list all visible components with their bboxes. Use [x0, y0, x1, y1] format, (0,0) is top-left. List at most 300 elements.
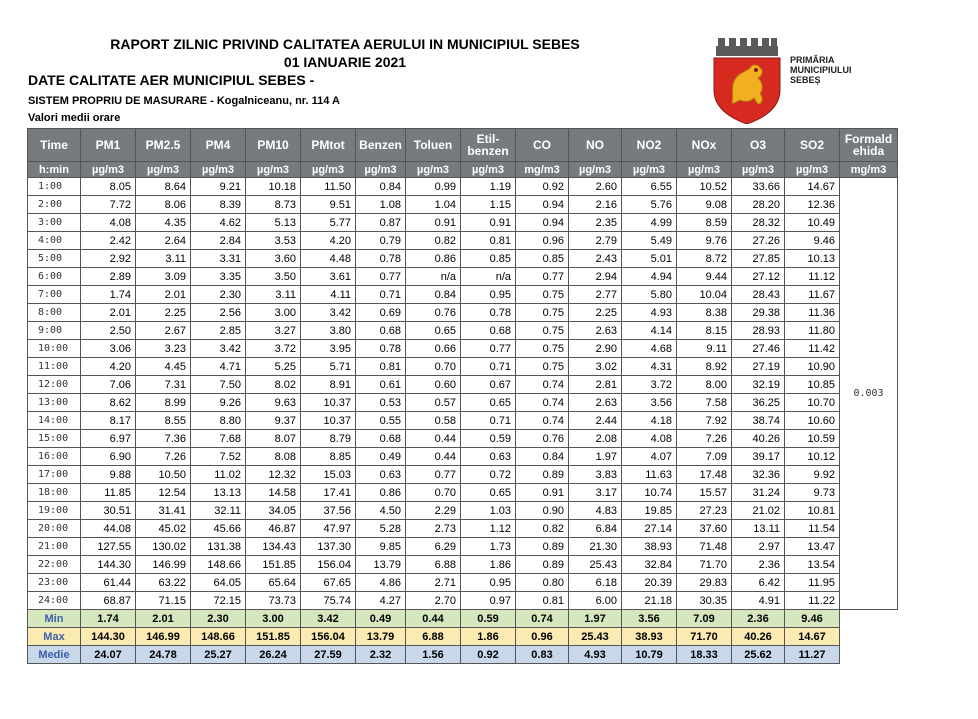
- value-cell: 2.63: [569, 322, 622, 340]
- value-cell: 137.30: [301, 538, 356, 556]
- value-cell: 0.75: [516, 304, 569, 322]
- value-cell: 32.84: [622, 556, 677, 574]
- table-row: [28, 196, 898, 214]
- value-cell: 1.86: [461, 556, 516, 574]
- stat-value: 25.43: [569, 628, 622, 646]
- table-row: [28, 376, 898, 394]
- value-cell: 4.18: [622, 412, 677, 430]
- value-cell: 12.36: [785, 196, 840, 214]
- value-cell: 37.56: [301, 502, 356, 520]
- logo-line-2: MUNICIPIULUI: [790, 65, 852, 75]
- stat-value: 1.56: [406, 646, 461, 664]
- value-cell: 0.71: [461, 358, 516, 376]
- stat-value: 144.30: [81, 628, 136, 646]
- value-cell: 2.97: [732, 538, 785, 556]
- value-cell: 34.05: [246, 502, 301, 520]
- value-cell: 4.91: [732, 592, 785, 610]
- table-row: [28, 520, 898, 538]
- value-cell: 29.83: [677, 574, 732, 592]
- value-cell: 4.71: [191, 358, 246, 376]
- value-cell: 0.59: [461, 430, 516, 448]
- value-cell: 7.06: [81, 376, 136, 394]
- value-cell: 11.22: [785, 592, 840, 610]
- value-cell: 7.36: [136, 430, 191, 448]
- value-cell: 3.02: [569, 358, 622, 376]
- value-cell: 8.02: [246, 376, 301, 394]
- value-cell: 0.82: [406, 232, 461, 250]
- value-cell: 71.15: [136, 592, 191, 610]
- value-cell: 10.60: [785, 412, 840, 430]
- value-cell: 11.42: [785, 340, 840, 358]
- stat-value: 3.56: [622, 610, 677, 628]
- value-cell: 0.61: [356, 376, 406, 394]
- stat-value: 26.24: [246, 646, 301, 664]
- value-cell: 8.80: [191, 412, 246, 430]
- value-cell: 3.50: [246, 268, 301, 286]
- value-cell: 30.51: [81, 502, 136, 520]
- unit-cell: mg/m3: [840, 162, 898, 178]
- value-cell: 28.93: [732, 322, 785, 340]
- value-cell: 10.50: [136, 466, 191, 484]
- stat-value: 0.96: [516, 628, 569, 646]
- value-cell: 2.60: [569, 178, 622, 196]
- column-header: Formald ehida: [840, 129, 898, 162]
- value-cell: 4.86: [356, 574, 406, 592]
- value-cell: 1.73: [461, 538, 516, 556]
- value-cell: 12.32: [246, 466, 301, 484]
- value-cell: 13.13: [191, 484, 246, 502]
- value-cell: 11.36: [785, 304, 840, 322]
- value-cell: 4.08: [622, 430, 677, 448]
- value-cell: 0.94: [516, 196, 569, 214]
- stat-value: 6.88: [406, 628, 461, 646]
- stat-value: 3.00: [246, 610, 301, 628]
- table-row: [28, 340, 898, 358]
- value-cell: 0.65: [461, 484, 516, 502]
- value-cell: 15.03: [301, 466, 356, 484]
- value-cell: 2.25: [136, 304, 191, 322]
- value-cell: 1.74: [81, 286, 136, 304]
- value-cell: 8.00: [677, 376, 732, 394]
- value-cell: 8.07: [246, 430, 301, 448]
- value-cell: 2.36: [732, 556, 785, 574]
- stat-value: 9.46: [785, 610, 840, 628]
- value-cell: 3.27: [246, 322, 301, 340]
- value-cell: 7.68: [191, 430, 246, 448]
- value-cell: 6.97: [81, 430, 136, 448]
- value-cell: 8.17: [81, 412, 136, 430]
- value-cell: 0.85: [516, 250, 569, 268]
- value-cell: 5.25: [246, 358, 301, 376]
- value-cell: 2.30: [191, 286, 246, 304]
- time-cell: 21:00: [28, 538, 81, 556]
- value-cell: 4.83: [569, 502, 622, 520]
- value-cell: 0.70: [406, 358, 461, 376]
- time-cell: 17:00: [28, 466, 81, 484]
- table-row: [28, 538, 898, 556]
- value-cell: 8.73: [246, 196, 301, 214]
- value-cell: 5.01: [622, 250, 677, 268]
- value-cell: 11.50: [301, 178, 356, 196]
- column-header: Etil- benzen: [461, 129, 516, 162]
- unit-cell: µg/m3: [81, 162, 136, 178]
- table-row: [28, 304, 898, 322]
- value-cell: 0.81: [516, 592, 569, 610]
- value-cell: 0.81: [356, 358, 406, 376]
- value-cell: 31.41: [136, 502, 191, 520]
- value-cell: 3.53: [246, 232, 301, 250]
- value-cell: 3.56: [622, 394, 677, 412]
- value-cell: 14.67: [785, 178, 840, 196]
- header-row: [28, 129, 898, 162]
- value-cell: 1.03: [461, 502, 516, 520]
- table-row: [28, 178, 898, 196]
- value-cell: 20.39: [622, 574, 677, 592]
- value-cell: 11.67: [785, 286, 840, 304]
- value-cell: 0.76: [406, 304, 461, 322]
- value-cell: 27.46: [732, 340, 785, 358]
- stat-value: 14.67: [785, 628, 840, 646]
- value-cell: 5.76: [622, 196, 677, 214]
- value-cell: 8.08: [246, 448, 301, 466]
- value-cell: 10.85: [785, 376, 840, 394]
- report-title: RAPORT ZILNIC PRIVIND CALITATEA AERULUI IN MUNICIPIUL SEBES: [110, 36, 580, 52]
- value-cell: 0.75: [516, 322, 569, 340]
- value-cell: 44.08: [81, 520, 136, 538]
- value-cell: 65.64: [246, 574, 301, 592]
- value-cell: 8.06: [136, 196, 191, 214]
- value-cell: 8.05: [81, 178, 136, 196]
- value-cell: 3.72: [246, 340, 301, 358]
- stat-value: 0.44: [406, 610, 461, 628]
- value-cell: 6.90: [81, 448, 136, 466]
- value-cell: 0.70: [406, 484, 461, 502]
- value-cell: 0.85: [461, 250, 516, 268]
- stat-value: 1.97: [569, 610, 622, 628]
- formaldehyde-value: 0.003: [840, 178, 898, 610]
- stat-value: 40.26: [732, 628, 785, 646]
- value-cell: 2.71: [406, 574, 461, 592]
- value-cell: 0.90: [516, 502, 569, 520]
- time-cell: 7:00: [28, 286, 81, 304]
- value-cell: 7.26: [677, 430, 732, 448]
- table-row: [28, 394, 898, 412]
- value-cell: 9.63: [246, 394, 301, 412]
- value-cell: 0.97: [461, 592, 516, 610]
- unit-cell: h:min: [28, 162, 81, 178]
- value-cell: 15.57: [677, 484, 732, 502]
- column-header: NO: [569, 129, 622, 162]
- value-cell: 6.42: [732, 574, 785, 592]
- time-cell: 11:00: [28, 358, 81, 376]
- value-cell: 5.80: [622, 286, 677, 304]
- value-cell: 40.26: [732, 430, 785, 448]
- value-cell: 2.25: [569, 304, 622, 322]
- value-cell: 21.30: [569, 538, 622, 556]
- value-cell: 4.94: [622, 268, 677, 286]
- value-cell: 9.88: [81, 466, 136, 484]
- value-cell: 73.73: [246, 592, 301, 610]
- value-cell: 0.68: [356, 322, 406, 340]
- value-cell: 0.57: [406, 394, 461, 412]
- value-cell: 38.93: [622, 538, 677, 556]
- value-cell: 6.84: [569, 520, 622, 538]
- value-cell: 2.50: [81, 322, 136, 340]
- stat-value: 71.70: [677, 628, 732, 646]
- value-cell: 0.86: [406, 250, 461, 268]
- stat-value: 7.09: [677, 610, 732, 628]
- stat-value: 151.85: [246, 628, 301, 646]
- value-cell: 3.23: [136, 340, 191, 358]
- column-header: PM2.5: [136, 129, 191, 162]
- value-cell: 47.97: [301, 520, 356, 538]
- value-cell: 0.99: [406, 178, 461, 196]
- value-cell: 10.90: [785, 358, 840, 376]
- value-cell: 11.02: [191, 466, 246, 484]
- value-cell: 9.21: [191, 178, 246, 196]
- value-cell: 0.55: [356, 412, 406, 430]
- value-cell: 5.28: [356, 520, 406, 538]
- value-cell: 6.29: [406, 538, 461, 556]
- value-cell: 9.46: [785, 232, 840, 250]
- value-cell: 21.18: [622, 592, 677, 610]
- time-cell: 4:00: [28, 232, 81, 250]
- stat-value: 24.78: [136, 646, 191, 664]
- table-row: [28, 574, 898, 592]
- min-row: [28, 610, 898, 628]
- value-cell: 32.11: [191, 502, 246, 520]
- value-cell: 27.85: [732, 250, 785, 268]
- value-cell: 13.47: [785, 538, 840, 556]
- stat-value: 0.92: [461, 646, 516, 664]
- value-cell: 1.12: [461, 520, 516, 538]
- value-cell: 2.79: [569, 232, 622, 250]
- value-cell: 4.68: [622, 340, 677, 358]
- value-cell: 4.45: [136, 358, 191, 376]
- value-cell: 4.99: [622, 214, 677, 232]
- stat-value: 1.86: [461, 628, 516, 646]
- value-cell: 9.73: [785, 484, 840, 502]
- value-cell: 0.75: [516, 286, 569, 304]
- value-cell: 67.65: [301, 574, 356, 592]
- table-row: [28, 556, 898, 574]
- table-row: [28, 466, 898, 484]
- value-cell: 2.67: [136, 322, 191, 340]
- value-cell: 9.26: [191, 394, 246, 412]
- value-cell: 63.22: [136, 574, 191, 592]
- value-cell: 0.75: [516, 340, 569, 358]
- time-cell: 19:00: [28, 502, 81, 520]
- value-cell: 156.04: [301, 556, 356, 574]
- stat-value: 2.01: [136, 610, 191, 628]
- report-subtitle: DATE CALITATE AER MUNICIPIUL SEBES -: [28, 72, 315, 88]
- value-cell: 134.43: [246, 538, 301, 556]
- value-cell: 6.55: [622, 178, 677, 196]
- column-header: SO2: [785, 129, 840, 162]
- value-cell: 27.19: [732, 358, 785, 376]
- value-cell: 8.64: [136, 178, 191, 196]
- value-cell: 0.95: [461, 574, 516, 592]
- column-header: Toluen: [406, 129, 461, 162]
- column-header: NOx: [677, 129, 732, 162]
- stat-value: 0.49: [356, 610, 406, 628]
- table-row: [28, 430, 898, 448]
- unit-cell: µg/m3: [461, 162, 516, 178]
- value-cell: 4.14: [622, 322, 677, 340]
- value-cell: 8.85: [301, 448, 356, 466]
- value-cell: 0.91: [461, 214, 516, 232]
- table-row: [28, 250, 898, 268]
- value-cell: 9.92: [785, 466, 840, 484]
- value-cell: 0.67: [461, 376, 516, 394]
- coat-of-arms-icon: [710, 38, 784, 124]
- value-cell: 46.87: [246, 520, 301, 538]
- value-cell: 1.19: [461, 178, 516, 196]
- value-cell: 1.97: [569, 448, 622, 466]
- stat-label: Min: [28, 610, 81, 628]
- value-cell: 8.15: [677, 322, 732, 340]
- value-cell: 8.38: [677, 304, 732, 322]
- table-row: [28, 412, 898, 430]
- value-cell: 2.01: [81, 304, 136, 322]
- value-cell: 4.20: [301, 232, 356, 250]
- value-cell: 31.24: [732, 484, 785, 502]
- stat-value: 27.59: [301, 646, 356, 664]
- value-cell: 0.72: [461, 466, 516, 484]
- time-cell: 16:00: [28, 448, 81, 466]
- unit-cell: µg/m3: [732, 162, 785, 178]
- value-cell: 0.77: [516, 268, 569, 286]
- column-header: PM4: [191, 129, 246, 162]
- value-cell: 61.44: [81, 574, 136, 592]
- value-cell: 130.02: [136, 538, 191, 556]
- value-cell: 2.44: [569, 412, 622, 430]
- value-cell: 2.64: [136, 232, 191, 250]
- value-cell: 0.75: [516, 358, 569, 376]
- stat-value: 38.93: [622, 628, 677, 646]
- stat-value: 0.74: [516, 610, 569, 628]
- value-cell: 9.11: [677, 340, 732, 358]
- value-cell: 0.80: [516, 574, 569, 592]
- value-cell: 0.95: [461, 286, 516, 304]
- value-cell: 3.60: [246, 250, 301, 268]
- value-cell: 0.74: [516, 376, 569, 394]
- value-cell: 3.42: [301, 304, 356, 322]
- value-cell: 0.78: [356, 250, 406, 268]
- value-cell: 0.68: [461, 322, 516, 340]
- value-cell: 2.77: [569, 286, 622, 304]
- stat-value: 4.93: [569, 646, 622, 664]
- value-cell: 10.81: [785, 502, 840, 520]
- value-cell: 146.99: [136, 556, 191, 574]
- value-cell: 10.70: [785, 394, 840, 412]
- column-header: O3: [732, 129, 785, 162]
- value-cell: 0.65: [461, 394, 516, 412]
- value-cell: 10.12: [785, 448, 840, 466]
- stat-value: 11.27: [785, 646, 840, 664]
- value-cell: 0.71: [356, 286, 406, 304]
- value-cell: 4.11: [301, 286, 356, 304]
- value-cell: 68.87: [81, 592, 136, 610]
- value-cell: 3.95: [301, 340, 356, 358]
- value-cell: 0.60: [406, 376, 461, 394]
- value-cell: 2.35: [569, 214, 622, 232]
- stat-label: Medie: [28, 646, 81, 664]
- column-header: Time: [28, 129, 81, 162]
- value-cell: 2.42: [81, 232, 136, 250]
- value-cell: 2.84: [191, 232, 246, 250]
- value-cell: 4.50: [356, 502, 406, 520]
- table-row: [28, 484, 898, 502]
- value-cell: 0.44: [406, 448, 461, 466]
- unit-cell: mg/m3: [516, 162, 569, 178]
- value-cell: 11.80: [785, 322, 840, 340]
- value-cell: 0.58: [406, 412, 461, 430]
- value-cell: 0.71: [461, 412, 516, 430]
- values-note: Valori medii orare: [28, 112, 121, 124]
- table-row: [28, 232, 898, 250]
- value-cell: 3.80: [301, 322, 356, 340]
- value-cell: 3.42: [191, 340, 246, 358]
- value-cell: 21.02: [732, 502, 785, 520]
- value-cell: 4.20: [81, 358, 136, 376]
- time-cell: 14:00: [28, 412, 81, 430]
- value-cell: 3.11: [136, 250, 191, 268]
- value-cell: 3.35: [191, 268, 246, 286]
- stat-value: 1.74: [81, 610, 136, 628]
- value-cell: 10.59: [785, 430, 840, 448]
- value-cell: 0.94: [516, 214, 569, 232]
- empty-cell: [840, 610, 898, 628]
- value-cell: 0.65: [406, 322, 461, 340]
- value-cell: 4.35: [136, 214, 191, 232]
- value-cell: 2.56: [191, 304, 246, 322]
- value-cell: 2.92: [81, 250, 136, 268]
- value-cell: 32.36: [732, 466, 785, 484]
- value-cell: n/a: [461, 268, 516, 286]
- value-cell: 0.87: [356, 214, 406, 232]
- value-cell: 0.86: [356, 484, 406, 502]
- stat-label: Max: [28, 628, 81, 646]
- value-cell: 10.37: [301, 412, 356, 430]
- value-cell: 8.39: [191, 196, 246, 214]
- time-cell: 5:00: [28, 250, 81, 268]
- value-cell: 45.02: [136, 520, 191, 538]
- value-cell: 27.23: [677, 502, 732, 520]
- value-cell: 9.85: [356, 538, 406, 556]
- empty-cell: [840, 646, 898, 664]
- value-cell: 45.66: [191, 520, 246, 538]
- value-cell: 0.89: [516, 556, 569, 574]
- value-cell: 4.07: [622, 448, 677, 466]
- value-cell: 75.74: [301, 592, 356, 610]
- value-cell: 14.58: [246, 484, 301, 502]
- value-cell: 9.08: [677, 196, 732, 214]
- value-cell: 0.91: [406, 214, 461, 232]
- value-cell: 0.63: [461, 448, 516, 466]
- value-cell: 0.66: [406, 340, 461, 358]
- unit-cell: µg/m3: [406, 162, 461, 178]
- value-cell: 29.38: [732, 304, 785, 322]
- table-row: [28, 358, 898, 376]
- value-cell: 4.48: [301, 250, 356, 268]
- value-cell: 2.90: [569, 340, 622, 358]
- time-cell: 8:00: [28, 304, 81, 322]
- time-cell: 22:00: [28, 556, 81, 574]
- value-cell: 7.58: [677, 394, 732, 412]
- value-cell: 7.50: [191, 376, 246, 394]
- value-cell: 0.96: [516, 232, 569, 250]
